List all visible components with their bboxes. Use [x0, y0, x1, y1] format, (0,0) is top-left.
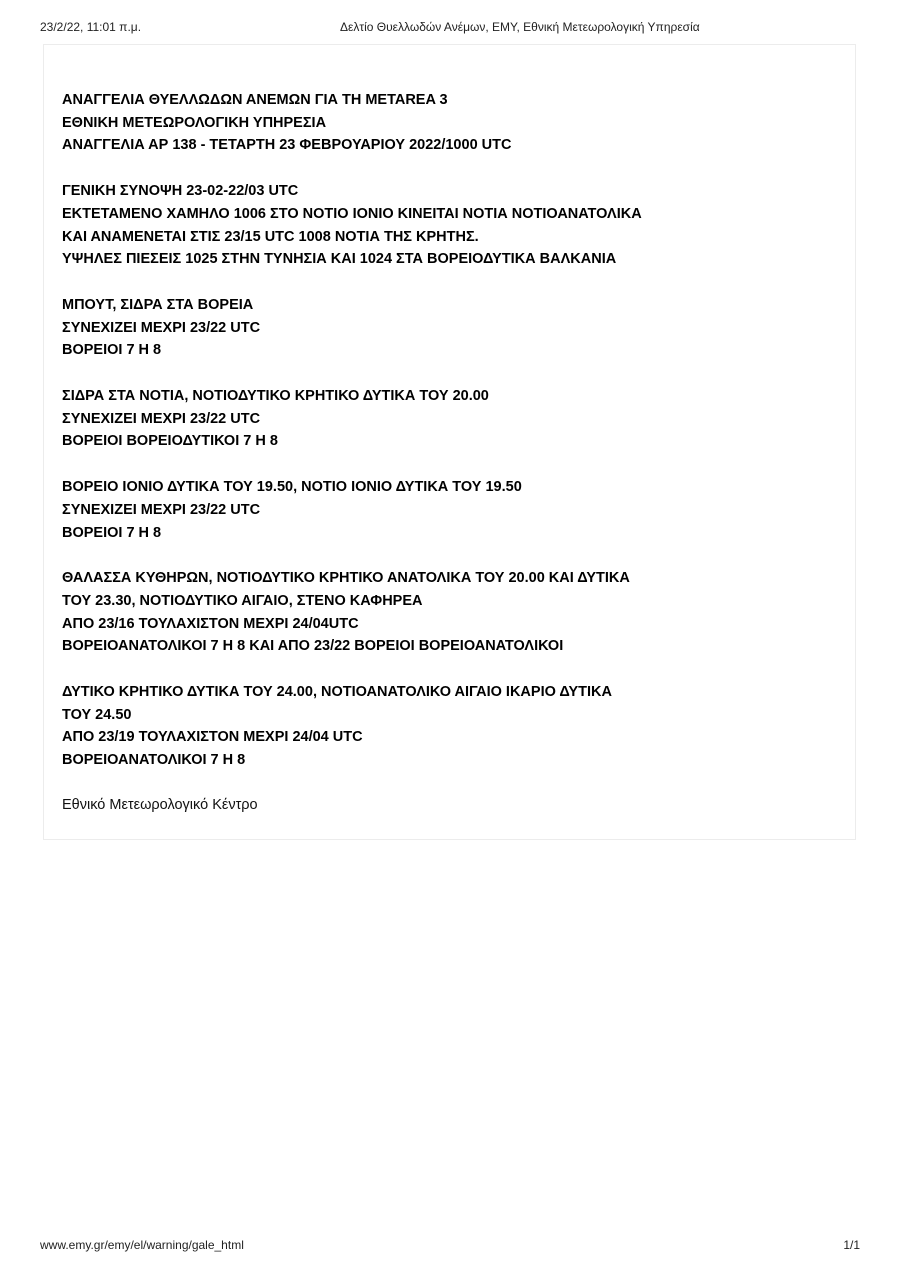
- warning-area: ΒΟΡΕΙΟ ΙΟΝΙΟ ΔΥΤΙΚΑ ΤΟΥ 19.50, ΝΟΤΙΟ ΙΟΝΙΟ ΔΥΤΙΚΑ ΤΟΥ 19.50: [62, 479, 522, 496]
- print-date: 23/2/22, 11:01 π.μ.: [40, 20, 142, 34]
- warning-area-block: [62, 294, 837, 362]
- warning-period: ΣΥΝΕΧΙΖΕΙ ΜΕΧΡΙ 23/22 UTC: [62, 319, 261, 336]
- bulletin-issuer: ΕΘΝΙΚΗ ΜΕΤΕΩΡΟΛΟΓΙΚΗ ΥΠΗΡΕΣΙΑ: [62, 114, 327, 131]
- synopsis-line: ΚΑΙ ΑΝΑΜΕΝΕΤΑΙ ΣΤΙΣ 23/15 UTC 1008 ΝΟΤΙΑ ΤΗΣ ΚΡΗΤΗΣ.: [62, 228, 479, 245]
- warning-period: ΣΥΝΕΧΙΖΕΙ ΜΕΧΡΙ 23/22 UTC: [62, 410, 261, 427]
- warning-area-block: [62, 476, 837, 544]
- print-footer: [40, 1238, 860, 1254]
- print-header: [40, 20, 860, 36]
- warning-wind: ΒΟΡΕΙΟΙ 7 Η 8: [62, 524, 162, 541]
- page-number: 1/1: [843, 1238, 860, 1252]
- bulletin-signature: Εθνικό Μετεωρολογικό Κέντρο: [62, 796, 258, 813]
- warning-area: ΤΟΥ 23.30, ΝΟΤΙΟΔΥΤΙΚΟ ΑΙΓΑΙΟ, ΣΤΕΝΟ ΚΑΦΗΡΕΑ: [62, 592, 423, 609]
- bulletin-header-block: [62, 89, 837, 157]
- warning-wind: ΒΟΡΕΙΟΙ ΒΟΡΕΙΟΔΥΤΙΚΟΙ 7 Η 8: [62, 433, 278, 450]
- general-synopsis-block: [62, 180, 837, 271]
- warning-area-block: [62, 385, 837, 453]
- warning-period: ΣΥΝΕΧΙΖΕΙ ΜΕΧΡΙ 23/22 UTC: [62, 501, 261, 518]
- warning-wind: ΒΟΡΕΙΟΙ 7 Η 8: [62, 342, 162, 359]
- synopsis-heading: ΓΕΝΙΚΗ ΣΥΝΟΨΗ 23-02-22/03 UTC: [62, 183, 299, 200]
- warning-wind: ΒΟΡΕΙΟΑΝΑΤΟΛΙΚΟΙ 7 Η 8 ΚΑΙ ΑΠΟ 23/22 ΒΟΡΕΙΟΙ ΒΟΡΕΙΟΑΝΑΤΟΛΙΚΟΙ: [62, 638, 564, 655]
- bulletin-title: ΑΝΑΓΓΕΛΙΑ ΘΥΕΛΛΩΔΩΝ ΑΝΕΜΩΝ ΓΙΑ ΤΗ METAREA 3: [62, 92, 448, 108]
- warning-wind: ΒΟΡΕΙΟΑΝΑΤΟΛΙΚΟΙ 7 Η 8: [62, 752, 246, 769]
- warning-area: ΣΙΔΡΑ ΣΤΑ ΝΟΤΙΑ, ΝΟΤΙΟΔΥΤΙΚΟ ΚΡΗΤΙΚΟ ΔΥΤΙΚΑ ΤΟΥ 20.00: [62, 388, 489, 405]
- warning-area-block: [62, 681, 837, 772]
- warning-area-block: [62, 567, 837, 658]
- synopsis-line: ΕΚΤΕΤΑΜΕΝΟ ΧΑΜΗΛΟ 1006 ΣΤΟ ΝΟΤΙΟ ΙΟΝΙΟ ΚΙΝΕΙΤΑΙ ΝΟΤΙΑ ΝΟΤΙΟΑΝΑΤΟΛΙΚΑ: [62, 205, 642, 222]
- warning-area: ΘΑΛΑΣΣΑ ΚΥΘΗΡΩΝ, ΝΟΤΙΟΔΥΤΙΚΟ ΚΡΗΤΙΚΟ ΑΝΑΤΟΛΙΚΑ ΤΟΥ 20.00 ΚΑΙ ΔΥΤΙΚΑ: [62, 570, 630, 587]
- print-url: www.emy.gr/emy/el/warning/gale_html: [40, 1238, 244, 1252]
- gale-bulletin: [62, 89, 837, 816]
- warning-period: ΑΠΟ 23/19 ΤΟΥΛΑΧΙΣΤΟΝ ΜΕΧΡΙ 24/04 UTC: [62, 729, 363, 746]
- warning-area: ΜΠΟΥΤ, ΣΙΔΡΑ ΣΤΑ ΒΟΡΕΙΑ: [62, 296, 254, 313]
- warning-area: ΤΟΥ 24.50: [62, 706, 132, 723]
- bulletin-container: [43, 44, 856, 840]
- warning-period: ΑΠΟ 23/16 ΤΟΥΛΑΧΙΣΤΟΝ ΜΕΧΡΙ 24/04UTC: [62, 615, 359, 632]
- warning-area: ΔΥΤΙΚΟ ΚΡΗΤΙΚΟ ΔΥΤΙΚΑ ΤΟΥ 24.00, ΝΟΤΙΟΑΝΑΤΟΛΙΚΟ ΑΙΓΑΙΟ ΙΚΑΡΙΟ ΔΥΤΙΚΑ: [62, 684, 612, 701]
- bulletin-number-date: ΑΝΑΓΓΕΛΙΑ ΑΡ 138 - ΤΕΤΑΡΤΗ 23 ΦΕΒΡΟΥΑΡΙΟΥ 2022/1000 UTC: [62, 137, 512, 154]
- synopsis-line: ΥΨΗΛΕΣ ΠΙΕΣΕΙΣ 1025 ΣΤΗΝ ΤΥΝΗΣΙΑ ΚΑΙ 1024 ΣΤΑ ΒΟΡΕΙΟΔΥΤΙΚΑ ΒΑΛΚΑΝΙΑ: [62, 251, 617, 268]
- print-page-title: Δελτίο Θυελλωδών Ανέμων, ΕΜΥ, Εθνική Μετεωρολογική Υπηρεσία: [340, 20, 700, 34]
